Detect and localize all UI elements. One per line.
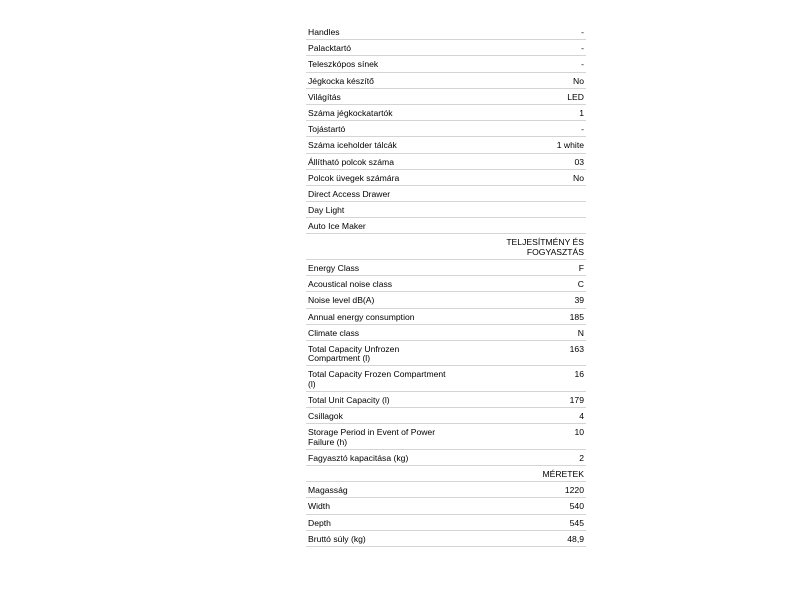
spec-row-bottle-holder bbox=[306, 40, 586, 56]
spec-label: Acoustical noise class bbox=[308, 279, 393, 290]
spec-value: No bbox=[573, 75, 584, 86]
spec-value: 1 white bbox=[556, 140, 584, 151]
spec-value: 2 bbox=[579, 452, 584, 463]
spec-label: Climate class bbox=[308, 327, 360, 338]
spec-value: - bbox=[581, 59, 584, 70]
spec-label: Annual energy consumption bbox=[308, 311, 415, 322]
spec-row-noise-level bbox=[306, 292, 586, 308]
spec-row-climate-class bbox=[306, 325, 586, 341]
spec-label: Palacktartó bbox=[308, 43, 351, 54]
spec-label: Csillagok bbox=[308, 411, 343, 422]
spec-row-handles bbox=[306, 24, 586, 40]
spec-row-stars bbox=[306, 408, 586, 424]
spec-label: Jégkocka készítő bbox=[308, 75, 374, 86]
spec-label: Total Capacity Unfrozen Compartment (l) bbox=[308, 343, 400, 364]
spec-label: Direct Access Drawer bbox=[308, 188, 391, 199]
spec-value: 10 bbox=[574, 427, 584, 438]
spec-row-gross-weight bbox=[306, 531, 586, 547]
spec-value: - bbox=[581, 43, 584, 54]
spec-value: 540 bbox=[569, 501, 584, 512]
spec-row-iceholder-trays bbox=[306, 137, 586, 153]
spec-label: Noise level dB(A) bbox=[308, 295, 375, 306]
spec-row-auto-ice-maker bbox=[306, 218, 586, 234]
spec-label: Energy Class bbox=[308, 262, 360, 273]
spec-label: Száma iceholder tálcák bbox=[308, 140, 397, 151]
spec-label: Storage Period in Event of Power Failure (h) bbox=[308, 427, 436, 447]
spec-value: - bbox=[581, 27, 584, 37]
section-title: MÉRETEK bbox=[542, 468, 584, 479]
spec-value: 4 bbox=[579, 411, 584, 422]
spec-label: Handles bbox=[308, 27, 340, 37]
spec-value: LED bbox=[567, 91, 584, 102]
spec-label: Total Capacity Frozen Compartment (l) bbox=[308, 369, 446, 389]
spec-row-capacity-frozen bbox=[306, 366, 586, 392]
spec-row-ice-maker bbox=[306, 73, 586, 89]
spec-label: Width bbox=[308, 501, 330, 512]
spec-row-lighting bbox=[306, 89, 586, 105]
spec-label: Állítható polcok száma bbox=[308, 156, 394, 167]
spec-label: Fagyasztó kapacitása (kg) bbox=[308, 452, 409, 463]
spec-value: 03 bbox=[574, 156, 584, 167]
spec-label: Day Light bbox=[308, 205, 345, 216]
spec-row-freezing-capacity bbox=[306, 450, 586, 466]
spec-label: Polcok üvegek számára bbox=[308, 172, 400, 183]
spec-row-telescopic-rails bbox=[306, 56, 586, 72]
spec-value: 48,9 bbox=[567, 533, 584, 544]
spec-label: Magasság bbox=[308, 485, 348, 496]
spec-row-depth bbox=[306, 515, 586, 531]
spec-value: 1220 bbox=[564, 485, 584, 496]
spec-value: - bbox=[581, 124, 584, 135]
spec-row-height bbox=[306, 482, 586, 498]
spec-label: Teleszkópos sínek bbox=[308, 59, 379, 70]
spec-row-storage-period bbox=[306, 424, 586, 450]
spec-row-egg-tray bbox=[306, 121, 586, 137]
spec-label: Bruttó súly (kg) bbox=[308, 533, 366, 544]
section-title: TELJESÍTMÉNY ÉS FOGYASZTÁS bbox=[506, 237, 584, 258]
section-header-performance bbox=[306, 234, 586, 260]
spec-value: F bbox=[578, 262, 584, 273]
spec-row-acoustical-noise-class bbox=[306, 276, 586, 292]
spec-value: 1 bbox=[579, 107, 584, 118]
spec-value: N bbox=[577, 327, 584, 338]
spec-row-direct-access-drawer bbox=[306, 186, 586, 202]
spec-value: 185 bbox=[569, 311, 584, 322]
spec-row-annual-energy bbox=[306, 309, 586, 325]
spec-value: 179 bbox=[569, 394, 584, 405]
spec-label: Száma jégkockatartók bbox=[308, 107, 393, 118]
spec-value: 16 bbox=[574, 369, 584, 380]
spec-row-energy-class bbox=[306, 260, 586, 276]
spec-row-adjustable-shelves bbox=[306, 154, 586, 170]
spec-label: Világítás bbox=[308, 91, 341, 102]
spec-row-ice-cube-trays bbox=[306, 105, 586, 121]
spec-row-day-light bbox=[306, 202, 586, 218]
spec-value: 39 bbox=[574, 295, 584, 306]
specifications-table bbox=[306, 24, 586, 547]
spec-value: No bbox=[573, 172, 584, 183]
spec-label: Auto Ice Maker bbox=[308, 221, 366, 232]
spec-row-total-capacity bbox=[306, 392, 586, 408]
spec-label: Depth bbox=[308, 517, 331, 528]
spec-value: C bbox=[577, 279, 584, 290]
spec-label: Tojástartó bbox=[308, 124, 346, 135]
spec-label: Total Unit Capacity (l) bbox=[308, 394, 390, 405]
spec-row-bottle-shelves bbox=[306, 170, 586, 186]
spec-row-width bbox=[306, 498, 586, 514]
section-header-dimensions bbox=[306, 466, 586, 482]
spec-row-capacity-unfrozen bbox=[306, 341, 586, 367]
spec-value: 163 bbox=[569, 343, 584, 354]
spec-value: 545 bbox=[569, 517, 584, 528]
